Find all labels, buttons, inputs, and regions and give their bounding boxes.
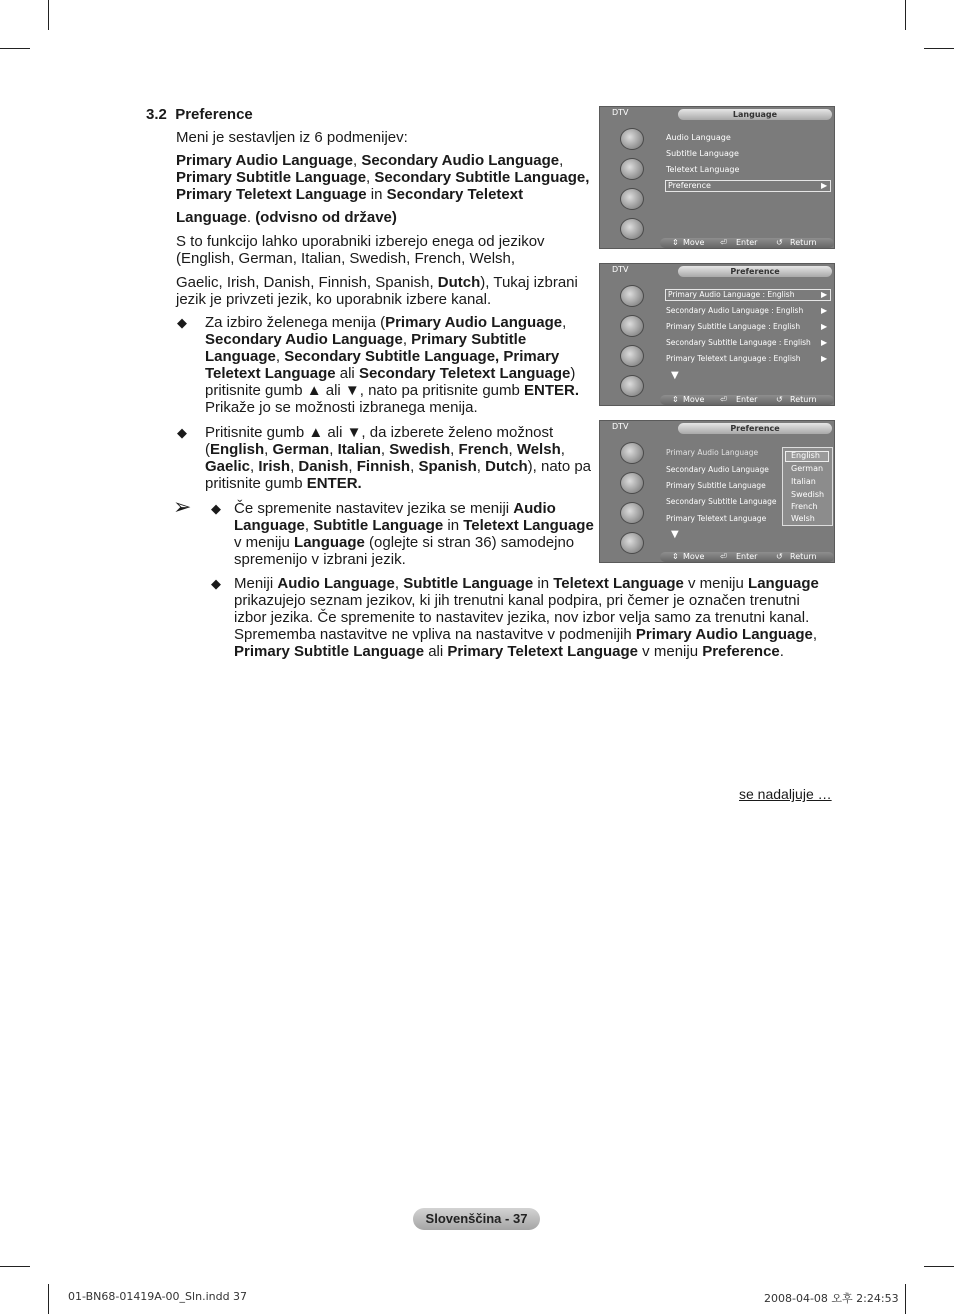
enter-icon: ⏎ [720, 395, 727, 404]
enter-label: Enter [736, 238, 758, 247]
right-arrow-icon: ▶ [821, 322, 828, 331]
return-label: Return [790, 238, 817, 247]
sound-icon [620, 158, 644, 180]
right-arrow-icon: ▶ [821, 290, 828, 299]
note-2: Meniji Audio Language, Subtitle Language in Teletext Language v meniju Language prikazujejo seznam jezikov, ki jih trenutni kanal podpira, pri čemer je označen trenutni izbor jezika. Če spremenite to nastavitev jezika, nov izbor velja samo za trenutni kanal. Sprememba nastavitve ne vpliva na nastavitve v podmenijih Primary Audio Language, Primary Subtitle Language ali Primary Teletext Language v meniju Preference. [234, 575, 819, 660]
sound-icon [620, 472, 644, 494]
intro-text: Meni je sestavljen iz 6 podmenijev: [176, 129, 408, 146]
setup-gear-icon [620, 502, 644, 524]
menu-item[interactable]: Secondary Audio Language : English [666, 306, 804, 315]
more-down-icon: ▼ [671, 529, 679, 540]
enter-label: Enter [736, 552, 758, 561]
osd-footer [660, 552, 834, 562]
section-title: Preference [175, 106, 253, 123]
menu-sidebar [606, 280, 656, 396]
crop-mark [48, 1284, 49, 1314]
return-icon: ↺ [776, 552, 783, 561]
description: S to funkcijo lahko uporabniki izberejo enega od jezikov (English, German, Italian, Swedish, French, Welsh, Gaelic, Irish, Danish, Finnish, Spanish, Dutch), Tukaj izbrani jezik je privzeti jezik, ko uporabnik izbere kanal. [176, 233, 578, 308]
crop-mark [0, 1266, 30, 1267]
crop-mark [48, 0, 49, 30]
section-heading [146, 106, 253, 123]
dropdown-option[interactable]: French [791, 502, 818, 511]
dropdown-option[interactable]: German [791, 464, 824, 473]
return-label: Return [790, 395, 817, 404]
dropdown-option[interactable]: Italian [791, 477, 816, 486]
dtv-label: DTV [612, 108, 629, 117]
more-down-icon: ▼ [671, 370, 679, 381]
menu-item-selected[interactable]: Primary Audio Language : English [668, 290, 795, 299]
move-icon: ⇕ [672, 395, 679, 404]
menu-sidebar [606, 123, 656, 239]
move-icon: ⇕ [672, 238, 679, 247]
language-dropdown[interactable] [782, 447, 833, 526]
osd-language-menu [599, 106, 835, 249]
crop-mark [0, 48, 30, 49]
crop-mark [905, 0, 906, 30]
setup-gear-icon [620, 345, 644, 367]
enter-icon: ⏎ [720, 238, 727, 247]
diamond-bullet-icon: ◆ [211, 501, 221, 516]
menu-item[interactable]: Primary Teletext Language [666, 514, 767, 523]
osd-footer [660, 395, 834, 405]
menu-item[interactable]: Secondary Audio Language [666, 465, 769, 474]
right-arrow-icon: ▶ [821, 354, 828, 363]
menu-item[interactable]: Primary Teletext Language : English [666, 354, 801, 363]
return-label: Return [790, 552, 817, 561]
crop-mark [924, 48, 954, 49]
menu-item[interactable]: Primary Subtitle Language : English [666, 322, 801, 331]
note-1: Če spremenite nastavitev jezika se meniji Audio Language, Subtitle Language in Teletext Language v meniju Language (oglejte si stran 36) samodejno spremenijo v izbrani jezik. [234, 500, 594, 568]
note-arrow-icon: ➢ [173, 494, 192, 519]
submenu-list: Primary Audio Language, Secondary Audio Language, Primary Subtitle Language, Secondary Subtitle Language, Primary Teletext Language in Secondary Teletext Language. (odvisno od države) [176, 152, 590, 226]
move-label: Move [683, 552, 705, 561]
menu-tab: Preference [678, 266, 832, 277]
crop-mark [905, 1284, 906, 1314]
page-number-badge: Slovenščina - 37 [413, 1208, 540, 1230]
return-icon: ↺ [776, 238, 783, 247]
bullet-2: Pritisnite gumb ▲ ali ▼, da izberete želeno možnost (English, German, Italian, Swedish, French, Welsh, Gaelic, Irish, Danish, Finnish, Spanish, Dutch), nato pa pritisnite gumb ENTER. [205, 424, 592, 492]
dropdown-option[interactable]: English [791, 451, 820, 460]
input-icon [620, 375, 644, 397]
menu-sidebar [606, 437, 656, 553]
return-icon: ↺ [776, 395, 783, 404]
menu-tab: Preference [678, 423, 832, 434]
bullet-1: Za izbiro želenega menija (Primary Audio Language, Secondary Audio Language, Primary Subtitle Language, Secondary Subtitle Language, Primary Teletext Language ali Secondary Teletext Language) pritisnite gumb ▲ ali ▼, nato pa pritisnite gumb ENTER. Prikaže jo se možnosti izbranega menija. [205, 314, 580, 416]
right-arrow-icon: ▶ [821, 181, 828, 190]
menu-item[interactable]: Primary Audio Language [666, 448, 759, 457]
menu-item-selected[interactable]: Preference [668, 181, 711, 190]
menu-item[interactable]: Teletext Language [666, 165, 740, 174]
picture-icon [620, 442, 644, 464]
section-number: 3.2 [146, 106, 167, 123]
enter-label: Enter [736, 395, 758, 404]
osd-footer [660, 238, 834, 248]
menu-item[interactable]: Secondary Subtitle Language [666, 497, 777, 506]
crop-mark [924, 1266, 954, 1267]
move-label: Move [683, 238, 705, 247]
osd-preference-menu [599, 263, 835, 406]
dtv-label: DTV [612, 422, 629, 431]
move-label: Move [683, 395, 705, 404]
dropdown-option[interactable]: Welsh [791, 514, 815, 523]
footer-file: 01-BN68-01419A-00_Sln.indd 37 [68, 1290, 248, 1303]
dropdown-option[interactable]: Swedish [791, 490, 825, 499]
menu-item[interactable]: Secondary Subtitle Language : English [666, 338, 811, 347]
menu-item[interactable]: Subtitle Language [666, 149, 739, 158]
sound-icon [620, 315, 644, 337]
continue-link: se nadaljuje … [739, 786, 832, 802]
enter-icon: ⏎ [720, 552, 727, 561]
diamond-bullet-icon: ◆ [211, 576, 221, 591]
diamond-bullet-icon: ◆ [177, 425, 187, 440]
picture-icon [620, 128, 644, 150]
right-arrow-icon: ▶ [821, 338, 828, 347]
right-arrow-icon: ▶ [821, 306, 828, 315]
diamond-bullet-icon: ◆ [177, 315, 187, 330]
setup-gear-icon [620, 188, 644, 210]
dtv-label: DTV [612, 265, 629, 274]
move-icon: ⇕ [672, 552, 679, 561]
footer-date: 2008-04-08 오후 2:24:53 [764, 1292, 899, 1305]
menu-item[interactable]: Primary Subtitle Language [666, 481, 766, 490]
menu-tab: Language [678, 109, 832, 120]
input-icon [620, 218, 644, 240]
menu-item[interactable]: Audio Language [666, 133, 731, 142]
input-icon [620, 532, 644, 554]
picture-icon [620, 285, 644, 307]
